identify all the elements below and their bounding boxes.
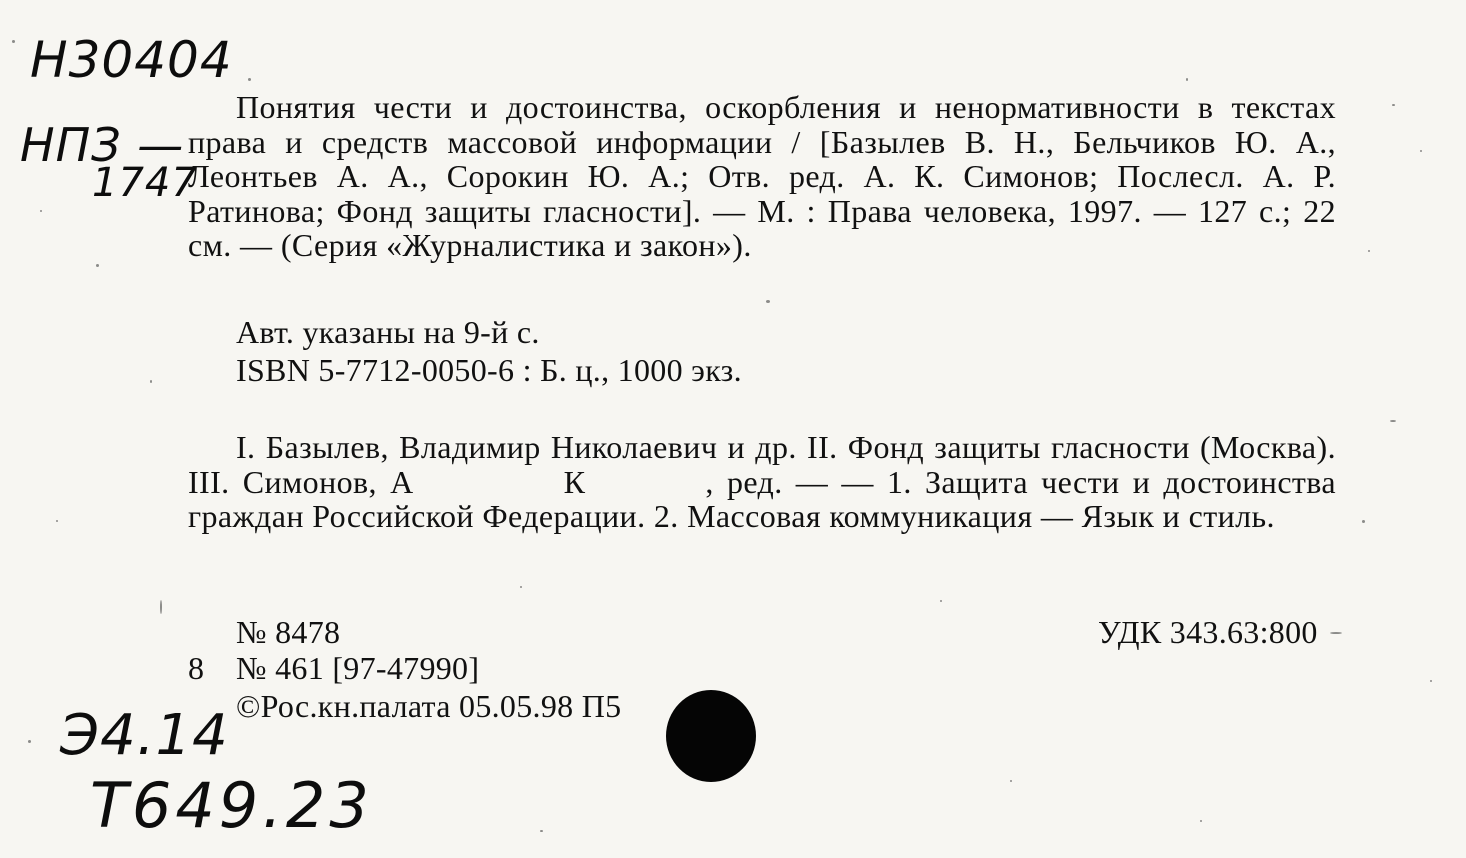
isbn-line: ISBN 5-7712-0050-6 : Б. ц., 1000 экз. [236,352,742,388]
copyright-line: ©Рос.кн.палата 05.05.98 П5 [236,688,622,724]
handwritten-class-code: Э4.14 [60,703,229,768]
author-note: Авт. указаны на 9-й с. [236,314,540,350]
tracing-part-3: , ред. — — 1. Защита чести и достоинства граждан Российской Федерации. 2. Массовая коммуникация — Язык и стиль. [188,463,1337,534]
punch-hole [666,690,756,782]
registration-number: № 461 [97-47990] [236,650,480,686]
handwritten-series-number: 1747 [92,160,198,206]
tracing-part-1: I. Базылев, Владимир Николаевич и др. II. Фонд защиты гласности (Москва). III. Симонов, А [188,429,1336,500]
registration-prefix: 8 [188,650,205,686]
handwritten-series-code: НПЗ — [20,118,185,172]
main-entry [188,90,1336,263]
tracing-part-2: К [563,463,586,500]
main-entry-text: Понятия чести и достоинства, оскорбления и ненормативности в текстах права и средств массовой информации / [Базылев В. Н., Бельчиков Ю. А., Леонтьев А. А., Сорокин Ю. А.; Отв. ред. А. К. Симонов; Послесл. А. Р. Ратинова; Фонд защиты гласности]. — М. : Права человека, 1997. — 127 с.; 22 см. — (Серия «Журналистика и закон»). [188,89,1336,263]
handwritten-accession-number: Н30404 [30,31,233,89]
record-number: № 8478 [236,614,341,650]
tracings [188,430,1336,534]
udc-code: УДК 343.63:800 [1098,614,1318,650]
handwritten-index-code: Т649.23 [90,769,373,842]
